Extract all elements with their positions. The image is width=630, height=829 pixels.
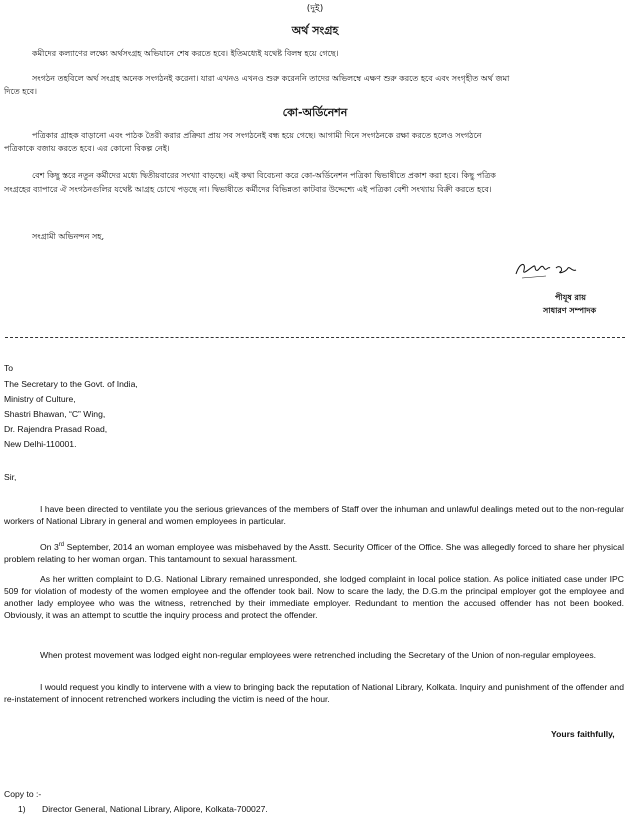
paragraph-3: As her written complaint to D.G. National Library remained unresponded, she lodged complaint in local police station. As police initiated case under IPC 509 for violation of modesty of the women employee and the offender took bail. Now to scare the lady, the D.G.m the principal employer got the employee and another lady employee who was the witness, retrenched by their immediate employer. Redundant to mention the accused offender has not been booked. Obviously, it was an attempt to scuttle the inquiry process and protect the offender. <box>4 574 624 620</box>
heading-fundraising: অর্থ সংগ্রহ <box>291 24 339 37</box>
address-line: Shastri Bhawan, “C” Wing, <box>4 409 106 419</box>
paragraph-2 <box>4 541 624 565</box>
copy-item-text: Director General, National Library, Alipore, Kolkata-700027. <box>42 804 268 814</box>
heading-coordination: কো-অর্ডিনেশন <box>282 106 348 119</box>
copy-to-label: Copy to :- <box>4 789 42 799</box>
address-line: The Secretary to the Govt. of India, <box>4 379 138 389</box>
paragraph-2-start: On 3 <box>40 542 59 552</box>
para-fundraising-1: কমীদের কল্যাণের লক্ষ্যে অর্থসংগ্রহ অভিযানে শেষ করতে হবে। ইতিমধ্যেই যথেষ্ট বিলম্ব হয়ে গেছে। <box>32 49 339 58</box>
address-block <box>4 377 138 452</box>
para-coordination-1b: পত্রিকাকে বজায় করতে হবে। এর কোনো বিকল্প নেই। <box>4 144 170 153</box>
para-coordination-2a: বেশ কিছু স্তরে নতুন কর্মীদের মধ্যে দ্বিতীয়বারের সংখ্যা বাড়ছে। এই কথা বিবেচনা করে কো-অর্ডিনেশন পত্রিকা দ্বিভাষীতে প্রকাশ করা হবে। কিছু পত্রিক <box>32 171 496 180</box>
address-line: Ministry of Culture, <box>4 394 76 404</box>
paragraph-2-rest: September, 2014 an woman employee was misbehaved by the Asstt. Security Officer of the Office. She was allegedly forced to share her physical problem relating to her woman organ. This tantamount to sexual harassment. <box>4 542 624 564</box>
para-fundraising-2a: সংগঠন তহবিলে অর্থ সংগ্রহ অনেক সংগঠনই করেনা। যারা এখনও এখনও শুরু করেননি তাদের অভিলম্বে এক্ষণ শুরু করতে হবে এবং সংগৃহীত অর্থ জমা <box>32 74 510 83</box>
para-coordination-1a: পত্রিকার গ্রাহক বাড়ানো এবং পাঠক তৈরী করার প্রক্রিয়া প্রায় সব সংগঠনেই বন্ধ হয়ে গেছে। আগামী দিনে সংগঠনকে রক্ষা করতে হলেও সংগঠনে <box>32 131 482 140</box>
paragraph-1: I have been directed to ventilate you the serious grievances of the members of Staff over the inhuman and unlawful dealings meted out to the non-regular workers of National Library in general and women employees in particular. <box>4 504 624 526</box>
closing: Yours faithfully, <box>551 729 615 739</box>
salutation: Sir, <box>4 472 17 482</box>
divider-rule <box>5 337 625 338</box>
paragraph-4: When protest movement was lodged eight non-regular employees were retrenched including the Secretary of the Union of non-regular employees. <box>40 650 597 660</box>
to-label: To <box>4 363 14 373</box>
signer-name: পীযূষ রায় <box>555 293 586 302</box>
address-line: Dr. Rajendra Prasad Road, <box>4 424 108 434</box>
paragraph-5: I would request you kindly to intervene with a view to bringing back the reputation of National Library, Kolkata. Inquiry and punishment of the offender and re-instatement of innocent retrenched workers including the victim is need of the hour. <box>4 682 624 704</box>
address-line: New Delhi-110001. <box>4 439 77 449</box>
signature-image <box>512 256 582 284</box>
signer-title: সাধারণ সম্পাদক <box>543 306 597 315</box>
para-fundraising-2b: দিতে হবে। <box>4 87 37 96</box>
greeting: সংগ্রামী অভিনন্দন সহ, <box>32 232 105 241</box>
copy-item-number: 1) <box>18 804 26 814</box>
ordinal-suffix: rd <box>58 542 65 549</box>
copy-item <box>18 803 268 815</box>
page-marker: (দুই) <box>306 4 324 14</box>
para-coordination-2b: সংগ্রহের ব্যাপারে ঐ সংগঠনগুলির যথেষ্ট আগ্রহ চোখে পড়ছে না। দ্বিভাষীতে কর্মীদের বিভিন্নতা কাটবার উদ্দেশ্যে এই পত্রিকা বেশী সংখ্যায় বিক্রী করতে হবে। <box>4 185 492 194</box>
